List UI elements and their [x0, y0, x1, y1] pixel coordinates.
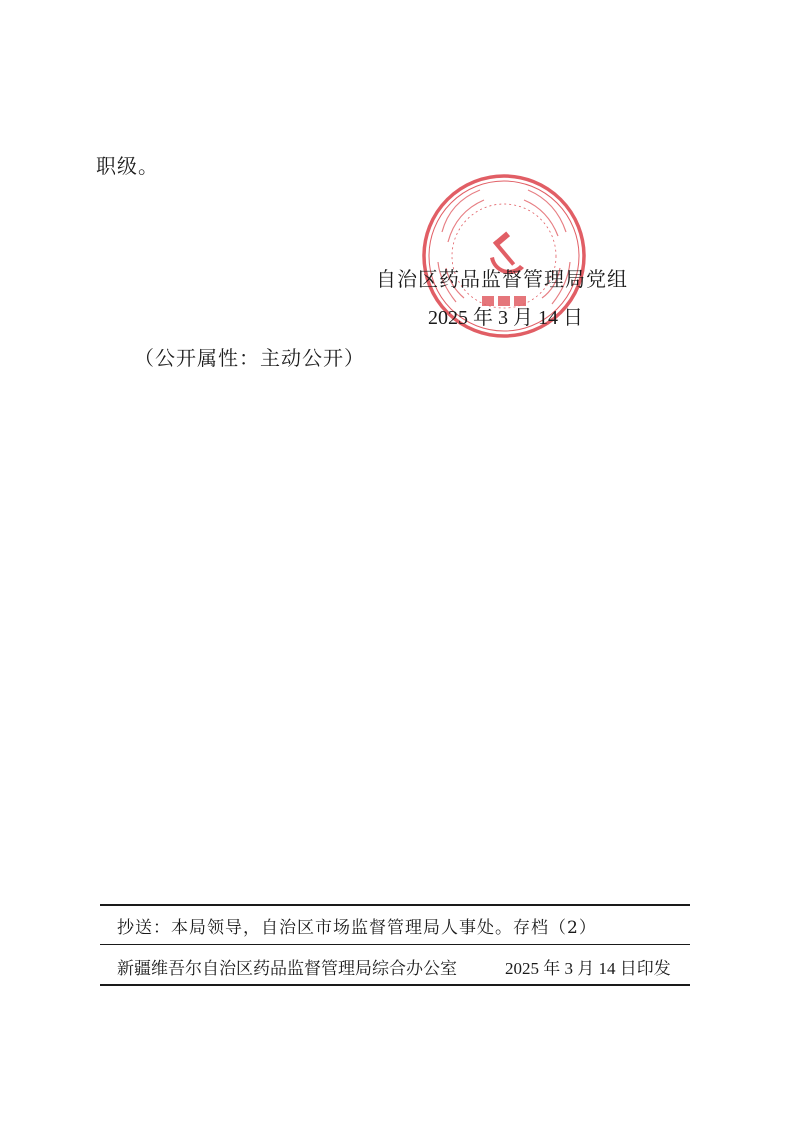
footer-rule-bottom [100, 984, 690, 986]
signing-organization: 自治区药品监督管理局党组 [376, 267, 628, 291]
body-continuation-text: 职级。 [96, 154, 159, 178]
signing-date: 2025 年 3 月 14 日 [428, 307, 583, 329]
footer-rule-middle [100, 944, 690, 945]
disclosure-attribute: （公开属性：主动公开） [134, 346, 365, 370]
issuing-office: 新疆维吾尔自治区药品监督管理局综合办公室 [117, 959, 457, 979]
cc-line: 抄送：本局领导，自治区市场监督管理局人事处。存档（2） [117, 918, 597, 938]
footer-rule-top [100, 904, 690, 906]
print-date: 2025 年 3 月 14 日印发 [505, 959, 671, 978]
